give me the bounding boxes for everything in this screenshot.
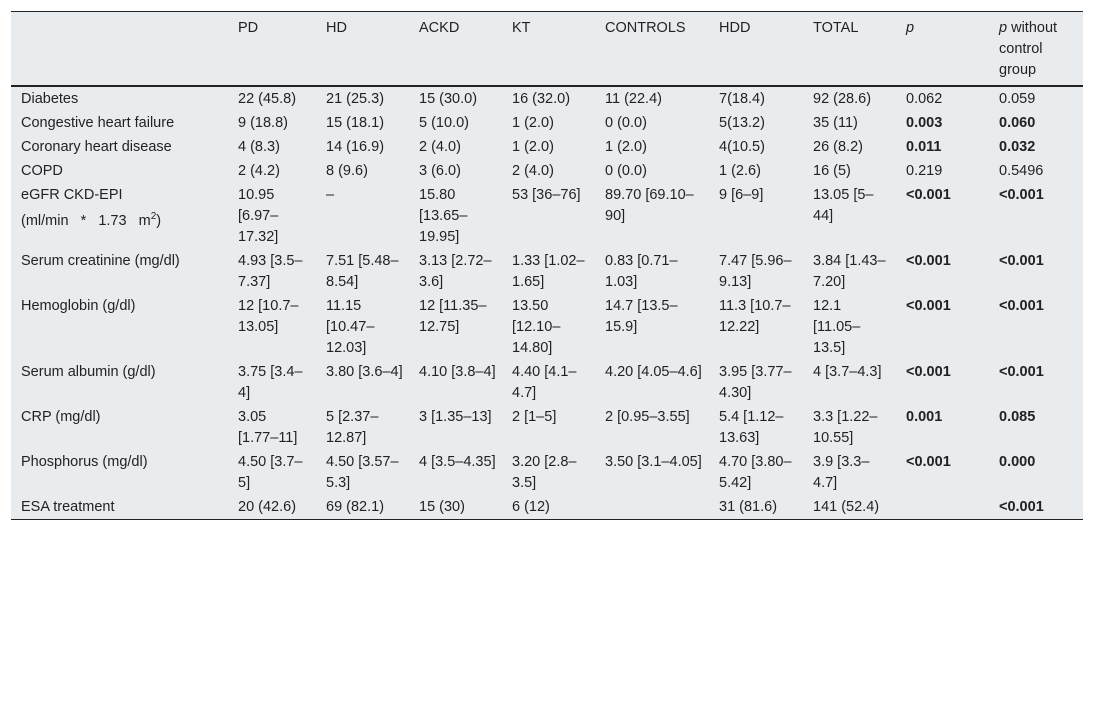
cell-pd: 3.05 [1.77–11] [238, 409, 298, 446]
cell-hdd: 1 (2.6) [719, 163, 761, 179]
table-row [11, 111, 1083, 135]
cell-pd: 22 (45.8) [238, 91, 297, 107]
table-row [11, 360, 1083, 405]
header-hd: HD [316, 12, 409, 86]
row-label [11, 495, 228, 519]
cell-total: 3.84 [1.43–7.20] [813, 253, 886, 290]
cell-total: 92 (28.6) [813, 91, 872, 107]
cell-controls: 1 (2.0) [605, 139, 647, 155]
header-pd: PD [228, 12, 316, 86]
table-row [11, 86, 1083, 111]
cell-ackd: 15.80 [13.65–19.95] [419, 187, 468, 245]
cell-controls: 14.7 [13.5–15.9] [605, 298, 678, 335]
cell-controls: 0.83 [0.71–1.03] [605, 253, 678, 290]
cell-ackd: 3 (6.0) [419, 163, 461, 179]
cell-total: 12.1 [11.05–13.5] [813, 298, 861, 356]
cell-kt: 1 (2.0) [512, 115, 554, 131]
cell-ackd: 4.10 [3.8–4] [419, 364, 496, 380]
cell-hdd: 4.70 [3.80–5.42] [719, 454, 792, 491]
table-row [11, 183, 1083, 249]
cell-kt: 1 (2.0) [512, 139, 554, 155]
row-label [11, 111, 228, 135]
cell-pd: 3.75 [3.4–4] [238, 364, 303, 401]
row-label [11, 294, 228, 360]
cell-controls: 89.70 [69.10–90] [605, 187, 694, 224]
cell-hd: – [326, 187, 335, 203]
cell-total: 4 [3.7–4.3] [813, 364, 882, 380]
cell-controls [595, 495, 709, 519]
row-label-text: COPD [21, 163, 63, 179]
comorbidity-table [11, 12, 1083, 519]
cell-p: <0.001 [906, 364, 951, 380]
cell-kt: 2 [1–5] [512, 409, 557, 425]
cell-pd: 4.50 [3.7–5] [238, 454, 303, 491]
header-hdd: HDD [709, 12, 803, 86]
cell-p: <0.001 [906, 454, 951, 470]
cell-ackd: 15 (30.0) [419, 91, 478, 107]
cell-pd: 4 (8.3) [238, 139, 280, 155]
row-label-text: Diabetes [21, 91, 79, 107]
row-label-unit-end: ) [156, 212, 162, 229]
cell-ackd: 3 [1.35–13] [419, 409, 492, 425]
cell-kt: 53 [36–76] [512, 187, 581, 203]
header-row [11, 12, 1083, 86]
row-label [11, 249, 228, 294]
cell-hd: 5 [2.37–12.87] [326, 409, 379, 446]
cell-controls: 11 (22.4) [605, 91, 662, 107]
cell-hd: 3.80 [3.6–4] [326, 364, 403, 380]
cell-hdd: 11.3 [10.7–12.22] [719, 298, 791, 335]
cell-p [896, 495, 989, 519]
row-label [11, 159, 228, 183]
header-empty [11, 12, 228, 86]
cell-ackd: 3.13 [2.72–3.6] [419, 253, 492, 290]
cell-p-without-control: 0.059 [999, 91, 1036, 107]
cell-kt: 6 (12) [512, 499, 550, 515]
cell-total: 16 (5) [813, 163, 851, 179]
cell-ackd: 5 (10.0) [419, 115, 469, 131]
header-p-without-control [989, 12, 1083, 86]
header-p-text: p [906, 20, 915, 36]
row-label-text: Phosphorus (mg/dl) [21, 454, 148, 470]
cell-hd: 4.50 [3.57–5.3] [326, 454, 399, 491]
cell-p-without-control: <0.001 [999, 187, 1044, 203]
header-p [896, 12, 989, 86]
cell-controls: 3.50 [3.1–4.05] [605, 454, 702, 470]
cell-controls: 0 (0.0) [605, 163, 647, 179]
row-label [11, 360, 228, 405]
table-row [11, 405, 1083, 450]
row-label-text: Serum albumin (g/dl) [21, 364, 156, 380]
cell-p-without-control: 0.060 [999, 115, 1036, 131]
cell-p: 0.219 [906, 163, 943, 179]
cell-kt: 16 (32.0) [512, 91, 571, 107]
cell-pd: 10.95 [6.97–17.32] [238, 187, 279, 245]
cell-ackd: 2 (4.0) [419, 139, 461, 155]
cell-hd: 8 (9.6) [326, 163, 368, 179]
cell-total: 3.9 [3.3–4.7] [813, 454, 870, 491]
table-row [11, 450, 1083, 495]
cell-total: 3.3 [1.22–10.55] [813, 409, 878, 446]
cell-controls: 0 (0.0) [605, 115, 647, 131]
cell-p-without-control: <0.001 [999, 499, 1044, 515]
table-body [11, 86, 1083, 519]
row-label-text: Congestive heart failure [21, 115, 175, 131]
cell-hdd: 3.95 [3.77–4.30] [719, 364, 792, 401]
header-ackd: ACKD [409, 12, 502, 86]
table-row [11, 159, 1083, 183]
cell-total: 13.05 [5–44] [813, 187, 874, 224]
cell-kt: 13.50 [12.10–14.80] [512, 298, 561, 356]
header-total: TOTAL [803, 12, 896, 86]
cell-p: <0.001 [906, 253, 951, 269]
cell-total: 35 (11) [813, 115, 858, 131]
cell-p: 0.003 [906, 115, 943, 131]
cell-hdd: 5.4 [1.12–13.63] [719, 409, 784, 446]
cell-hdd: 4(10.5) [719, 139, 765, 155]
cell-p: <0.001 [906, 298, 951, 314]
cell-p-without-control: <0.001 [999, 364, 1044, 380]
cell-controls: 4.20 [4.05–4.6] [605, 364, 702, 380]
cell-p: 0.011 [906, 139, 942, 155]
cell-p: <0.001 [906, 187, 951, 203]
row-label-text: ESA treatment [21, 499, 115, 515]
cell-p-without-control: 0.000 [999, 454, 1036, 470]
row-label-unit-sup: 2 [150, 211, 157, 222]
cell-kt: 3.20 [2.8–3.5] [512, 454, 577, 491]
cell-p-without-control: <0.001 [999, 298, 1044, 314]
cell-hd: 15 (18.1) [326, 115, 385, 131]
cell-kt: 4.40 [4.1–4.7] [512, 364, 577, 401]
table-row [11, 135, 1083, 159]
row-label-text: Coronary heart disease [21, 139, 172, 155]
cell-ackd: 4 [3.5–4.35] [419, 454, 496, 470]
row-label [11, 405, 228, 450]
cell-pd: 12 [10.7–13.05] [238, 298, 299, 335]
header-pw-rest: without control group [999, 20, 1058, 78]
data-table-container [11, 11, 1083, 520]
row-label [11, 135, 228, 159]
cell-p-without-control: 0.032 [999, 139, 1036, 155]
cell-hdd: 9 [6–9] [719, 187, 764, 203]
cell-hdd: 5(13.2) [719, 115, 765, 131]
row-label [11, 86, 228, 111]
cell-kt: 2 (4.0) [512, 163, 554, 179]
table-row [11, 294, 1083, 360]
cell-ackd: 12 [11.35–12.75] [419, 298, 487, 335]
cell-p: 0.062 [906, 91, 943, 107]
cell-p-without-control: <0.001 [999, 253, 1044, 269]
cell-ackd: 15 (30) [419, 499, 465, 515]
row-label-text: Hemoglobin (g/dl) [21, 298, 136, 314]
table-row [11, 495, 1083, 519]
cell-total: 141 (52.4) [813, 499, 880, 515]
row-label [11, 183, 228, 249]
cell-p: 0.001 [906, 409, 943, 425]
cell-pd: 9 (18.8) [238, 115, 288, 131]
cell-pd: 20 (42.6) [238, 499, 297, 515]
row-label-text: Serum creatinine (mg/dl) [21, 253, 180, 269]
cell-hd: 11.15 [10.47–12.03] [326, 298, 375, 356]
cell-kt: 1.33 [1.02–1.65] [512, 253, 585, 290]
cell-hdd: 31 (81.6) [719, 499, 778, 515]
header-pw-prefix: p [999, 20, 1008, 36]
row-label-text: eGFR CKD-EPI [21, 187, 123, 203]
header-kt: KT [502, 12, 595, 86]
cell-p-without-control: 0.5496 [999, 163, 1044, 179]
cell-hd: 69 (82.1) [326, 499, 385, 515]
row-label [11, 450, 228, 495]
cell-pd: 2 (4.2) [238, 163, 280, 179]
cell-pd: 4.93 [3.5–7.37] [238, 253, 303, 290]
cell-hd: 14 (16.9) [326, 139, 385, 155]
cell-total: 26 (8.2) [813, 139, 863, 155]
cell-hd: 21 (25.3) [326, 91, 385, 107]
cell-hdd: 7.47 [5.96–9.13] [719, 253, 792, 290]
row-label-unit: (ml/min * 1.73 m [21, 212, 151, 229]
cell-controls: 2 [0.95–3.55] [605, 409, 690, 425]
cell-hdd: 7(18.4) [719, 91, 765, 107]
cell-p-without-control: 0.085 [999, 409, 1036, 425]
header-controls: CONTROLS [595, 12, 709, 86]
cell-hd: 7.51 [5.48–8.54] [326, 253, 399, 290]
row-label-text: CRP (mg/dl) [21, 409, 101, 425]
table-row [11, 249, 1083, 294]
